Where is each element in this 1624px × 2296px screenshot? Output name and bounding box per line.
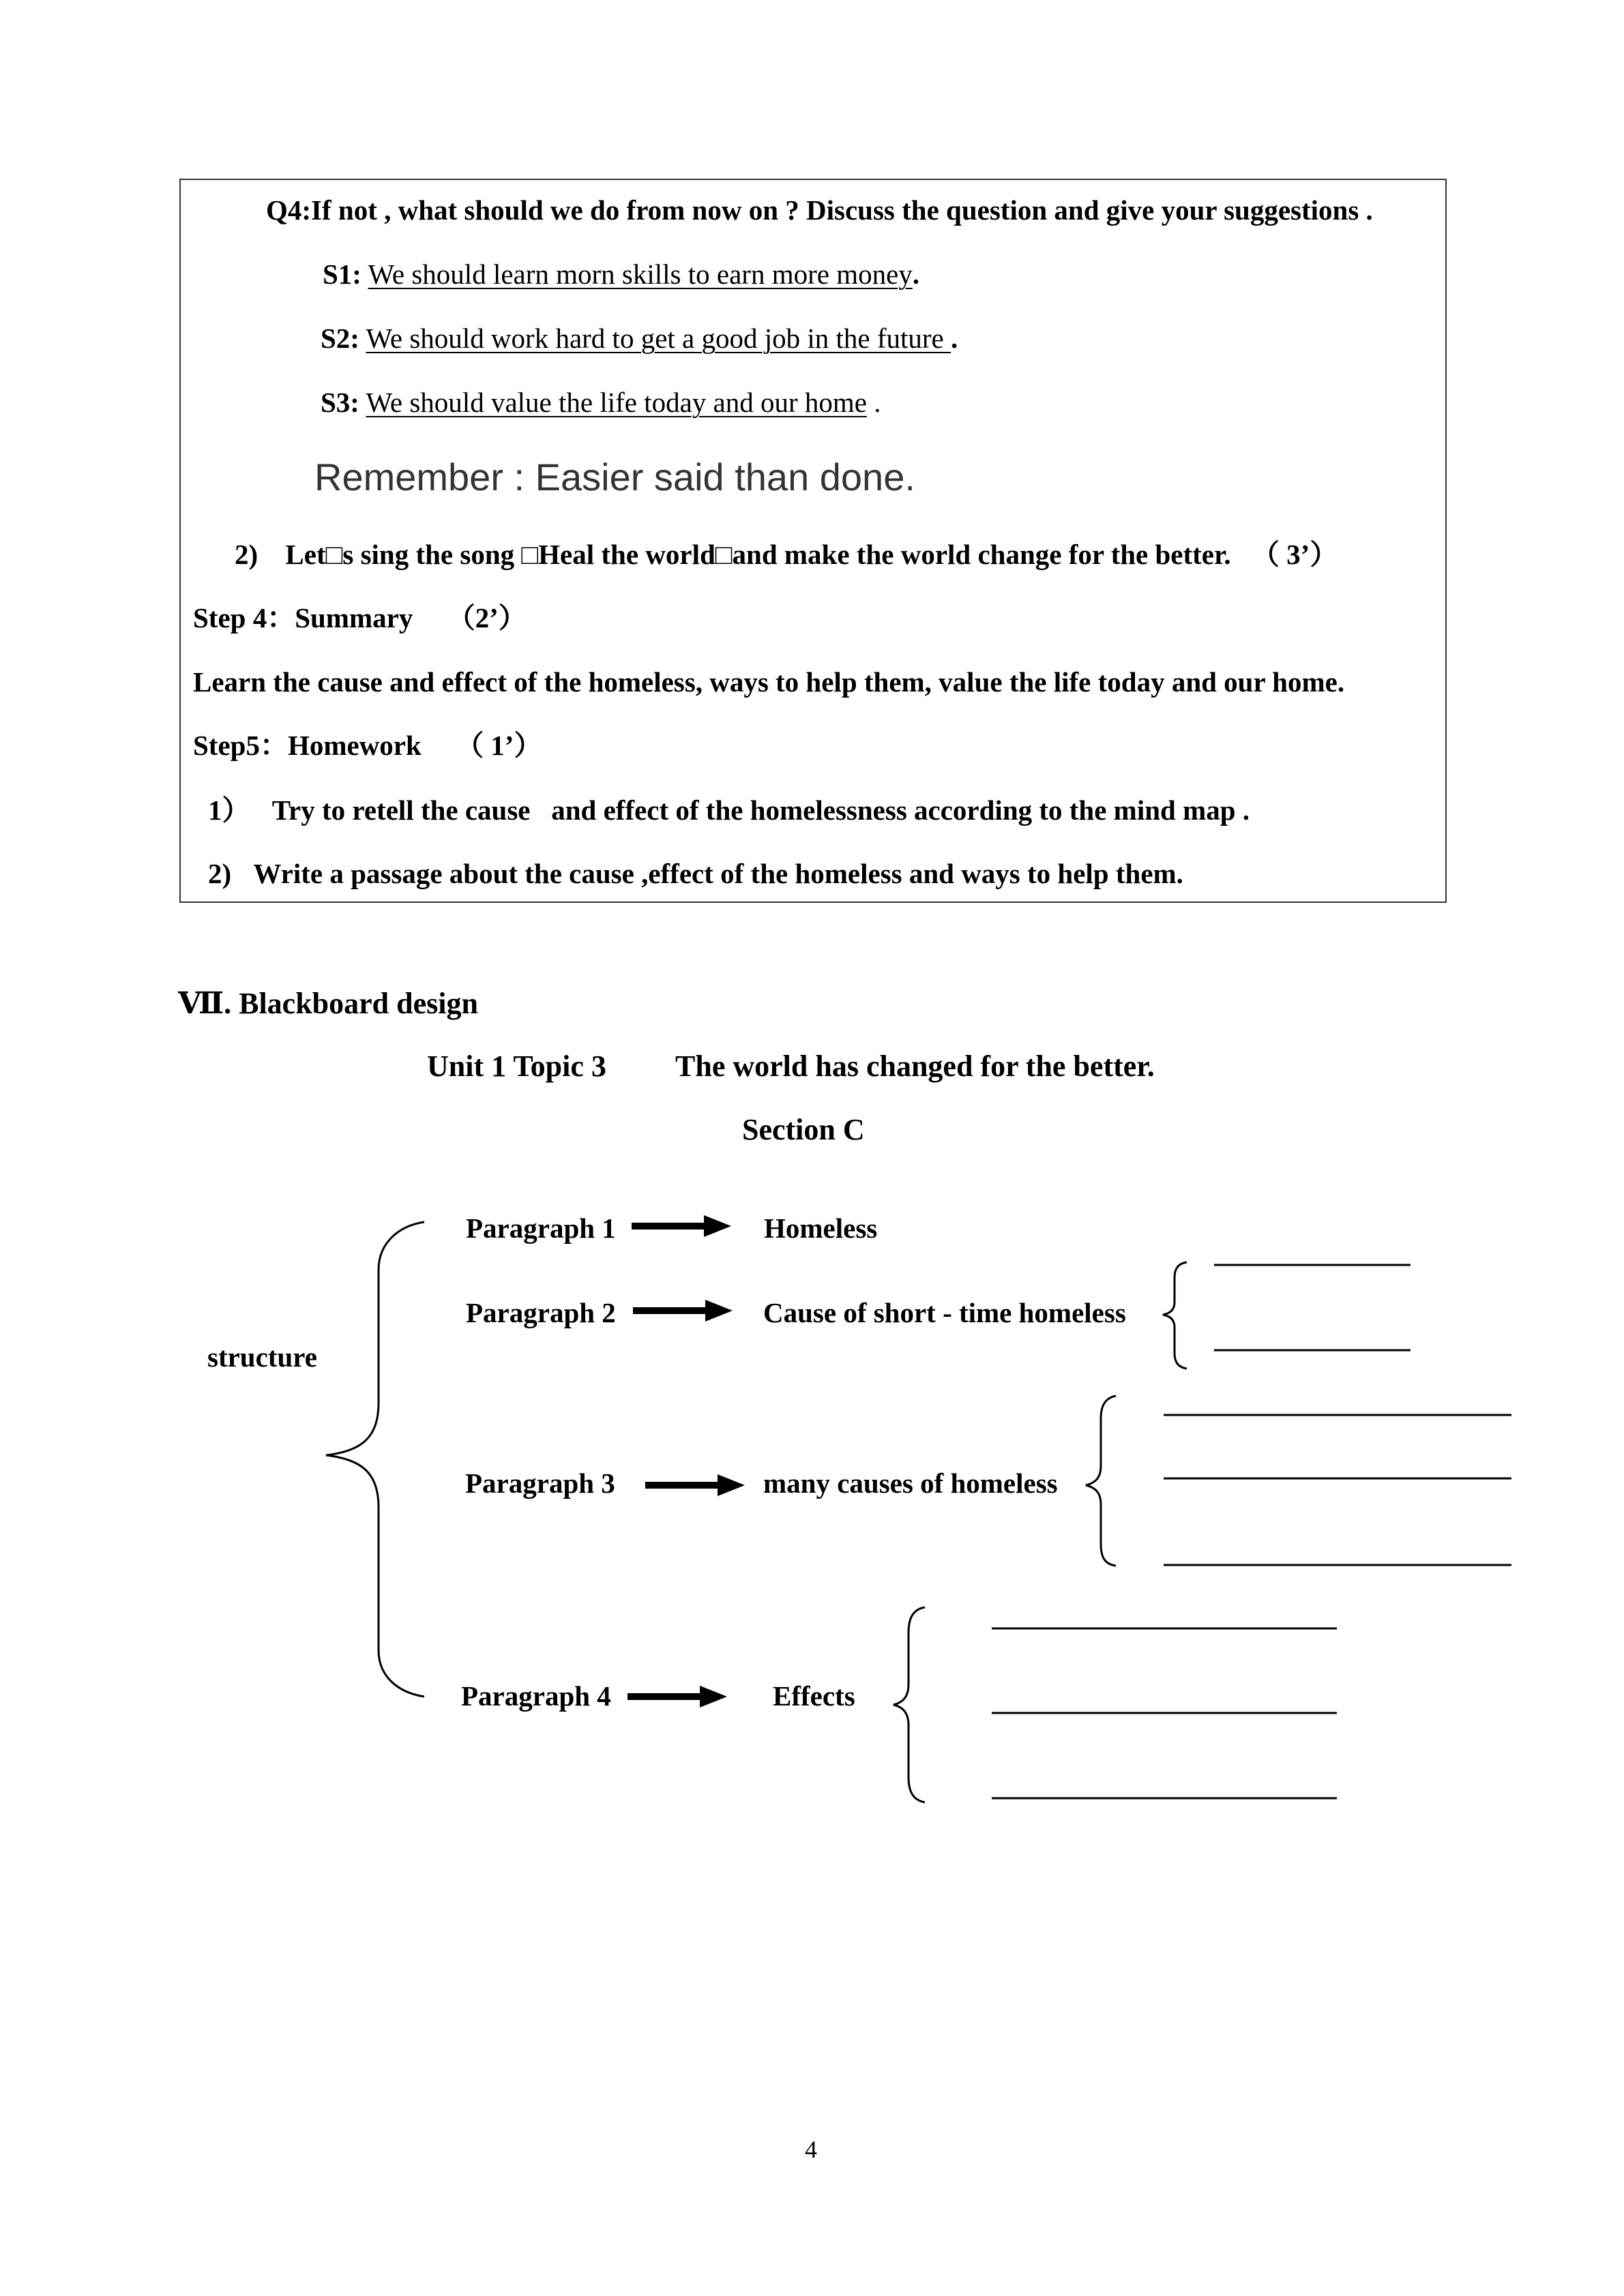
paragraph-1-content: Homeless [764, 1212, 878, 1244]
s3-label: S3: [321, 387, 359, 418]
paragraph-4-content: Effects [773, 1680, 855, 1712]
step5-time: （ 1’） [456, 730, 542, 761]
song-number: 2) [235, 539, 259, 570]
paragraph-2-brace [1163, 1262, 1187, 1369]
arrow-1-icon [632, 1215, 731, 1237]
paragraph-2-content: Cause of short - time homeless [763, 1297, 1126, 1328]
paragraph-2-label: Paragraph 2 [466, 1297, 616, 1328]
homework-2-text: Write a passage about the cause ,effect of the homeless and ways to help them. [253, 858, 1183, 889]
blackboard-title: The world has changed for the better. [675, 1049, 1155, 1083]
paragraph-3-brace [1086, 1396, 1116, 1566]
blackboard-section: Section C [742, 1113, 865, 1146]
structure-brace [326, 1222, 424, 1697]
step4-label: Step 4：Summary [193, 602, 413, 633]
step5-label: Step5：Homework [193, 730, 422, 761]
s1-label: S1: [323, 258, 361, 290]
s2-end: . [951, 323, 958, 354]
page-number: 4 [805, 2136, 817, 2163]
s1-text: We should learn morn skills to earn more money [368, 258, 913, 290]
arrow-4-icon [628, 1686, 727, 1708]
step4-time: （2’） [447, 602, 527, 633]
remember-note: Remember : Easier said than done. [314, 456, 915, 498]
paragraph-1-label: Paragraph 1 [466, 1212, 616, 1244]
s3-text: We should value the life today and our home [366, 387, 867, 418]
s2-label: S2: [321, 323, 359, 354]
paragraph-4-brace [894, 1607, 925, 1802]
song-text: Let□s sing the song □Heal the world□and make the world change for the better. [285, 539, 1231, 570]
paragraph-4-label: Paragraph 4 [461, 1680, 611, 1712]
homework-1-text: Try to retell the cause and effect of the homelessness according to the mind map . [271, 794, 1250, 826]
blackboard-heading: Ⅶ. Blackboard design [178, 987, 478, 1020]
question-q4: Q4:If not , what should we do from now on ? Discuss the question and give your suggestions . [266, 194, 1373, 226]
structure-label: structure [207, 1341, 317, 1373]
s3-end: . [866, 387, 881, 418]
s2-text: We should work hard to get a good job in the future [366, 323, 951, 354]
s1-end: . [912, 258, 920, 290]
song-time: （ 3’） [1251, 539, 1338, 570]
paragraph-3-content: many causes of homeless [763, 1467, 1058, 1499]
blackboard-unit: Unit 1 Topic 3 [427, 1049, 606, 1083]
paragraph-3-label: Paragraph 3 [465, 1467, 615, 1499]
arrow-3-icon [645, 1474, 745, 1496]
summary-text: Learn the cause and effect of the homeless, ways to help them, value the life today and our home. [193, 666, 1345, 698]
homework-1-number: 1） [208, 794, 250, 826]
arrow-2-icon [633, 1300, 733, 1322]
homework-2-number: 2) [208, 858, 232, 889]
